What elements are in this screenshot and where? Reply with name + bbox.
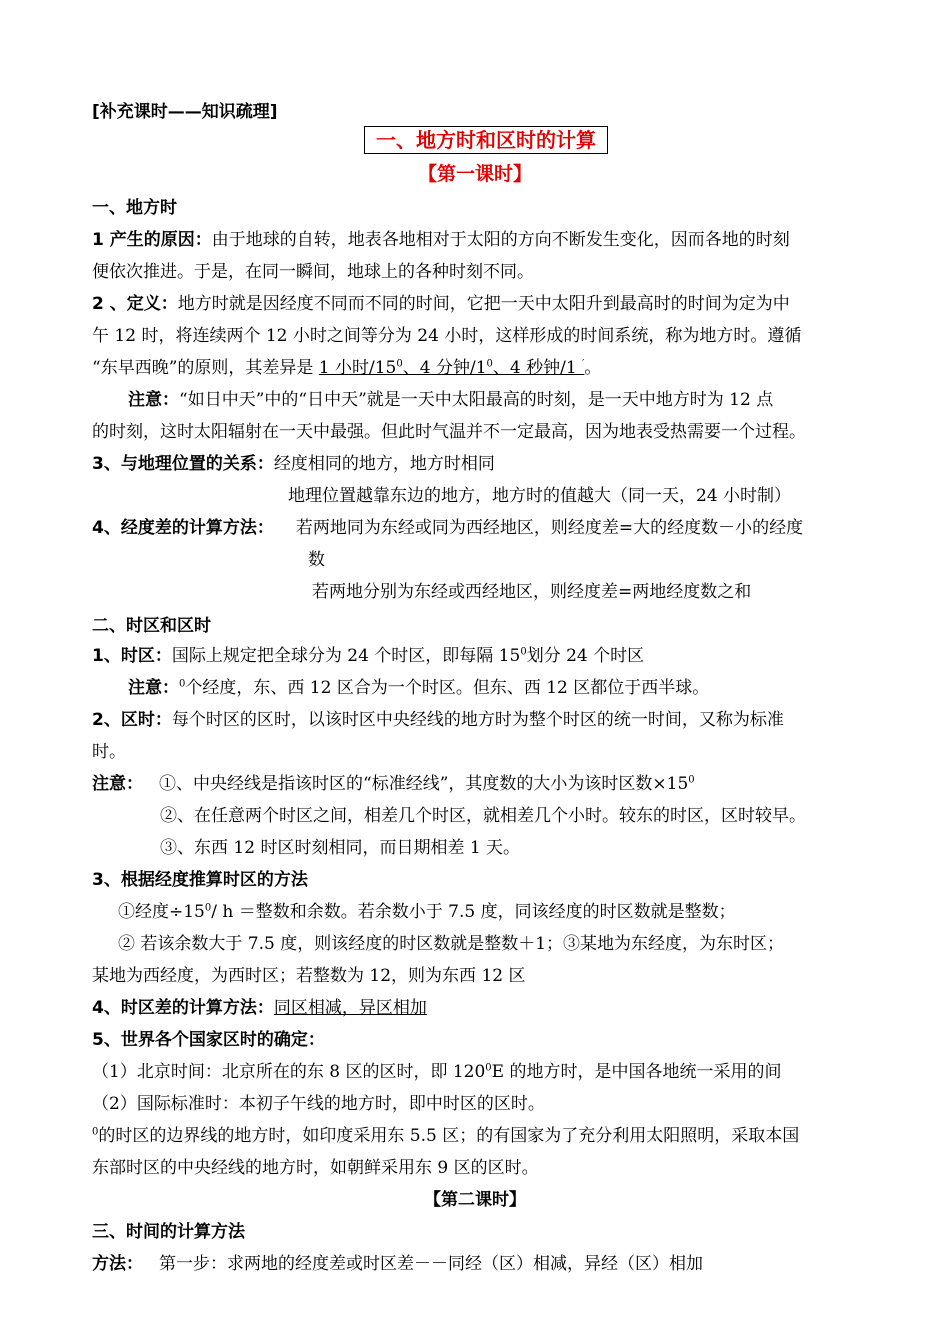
definition-label: 2 、定义： [92, 294, 178, 314]
relation-label: 3、与地理位置的关系： [92, 454, 274, 474]
definition-line-2: 午 12 时，将连续两个 12 小时之间等分为 24 小时，这样形成的时间系统，称为地方时。遵循 [92, 326, 802, 346]
infer-line-3: 某地为西经度，为西时区；若整数为 12，则为东西 12 区 [92, 966, 526, 986]
section-timezone-heading: 二、时区和区时 [92, 616, 211, 636]
section-local-time-heading: 一、地方时 [92, 198, 177, 218]
method-line: 方法： 第一步：求两地的经度差或时区差－－同经（区）相减，异经（区）相加 [92, 1254, 703, 1274]
noon-note-text: “如日中天”中的“日中天”就是一天中太阳最高的时刻，是一天中地方时为 12 点 [179, 390, 774, 410]
definition-line-1 [92, 292, 790, 316]
timezone-note-line: 注意：$^0$个经度，东、西 12 区合为一个时区。但东、西 12 区都位于西半球。 [128, 678, 710, 698]
world-zone-heading: 5、世界各个国家区时的确定： [92, 1030, 325, 1050]
note-label: 注意： [128, 390, 179, 410]
supplement-heading: [补充课时——知识疏理] [92, 102, 278, 122]
zone-note-line-3: ③、东西 12 时区时刻相同，而日期相差 1 天。 [160, 838, 521, 858]
section-calc-heading: 三、时间的计算方法 [92, 1222, 245, 1242]
cause-paragraph-line-1 [92, 228, 790, 252]
lesson-two-title: 【第二课时】 [424, 1190, 526, 1210]
definition-line-3: “东早西晚”的原则，其差异是 1 小时$/15^0$、4 分钟$/1^0$、4 秒钟/1 ′。 [92, 358, 602, 378]
main-title: 一、地方时和区时的计算 [364, 126, 608, 154]
timezone-label: 1、时区： [92, 646, 172, 666]
infer-timezone-heading: 3、根据经度推算时区的方法 [92, 870, 308, 890]
hour-per-degree: 1 小时$/15^0$、4 分钟$/1^0$、4 秒钟/1 ′ [318, 358, 585, 378]
relation-text-1: 经度相同的地方，地方时相同 [273, 454, 495, 474]
lesson-one-title: 【第一课时】 [417, 163, 532, 185]
relation-line-2: 地理位置越靠东边的地方，地方时的值越大（同一天，24 小时制） [288, 486, 792, 506]
noon-note-line-2: 的时刻，这时太阳辐射在一天中最强。但此时气温并不一定最高，因为地表受热需要一个过程。 [92, 422, 806, 442]
definition-text: 地方时就是因经度不同而不同的时间，它把一天中太阳升到最高时的时间为定为中 [177, 294, 790, 314]
beijing-time-line: （1）北京时间：北京所在的东 8 区的区时，即 $120^0E$ 的地方时，是中国各地统一采用的间 [92, 1062, 782, 1082]
relation-line-1 [92, 452, 495, 476]
boundary-line-2: 东部时区的中央经线的地方时，如朝鲜采用东 9 区的区时。 [92, 1158, 539, 1178]
method-label: 方法： [92, 1254, 143, 1274]
note-label: 注意： [128, 678, 179, 698]
zone-note-line-1: 注意： ①、中央经线是指该时区的“标准经线”，其度数的大小为该时区数$\times 15^0$ [92, 774, 695, 794]
note-label: 注意： [92, 774, 143, 794]
zone-time-label: 2、区时： [92, 710, 172, 730]
longitude-diff-line-1 [92, 516, 803, 540]
cause-text: 由于地球的自转，地表各地相对于太阳的方向不断发生变化，因而各地的时刻 [211, 230, 790, 250]
infer-line-1: ①经度$\div 15^0/$ h ＝整数和余数。若余数小于 7.5 度，同该经度的时区数就是整数； [118, 902, 736, 922]
standard-time-line: （2）国际标准时：本初子午线的地方时，即中时区的区时。 [92, 1094, 545, 1114]
noon-note-line-1 [128, 388, 773, 412]
timezone-line: 1、时区：国际上规定把全球分为 24 个时区，即每隔 $15^0$划分 24 个时区 [92, 646, 645, 666]
zone-diff-line [92, 996, 427, 1020]
boundary-line-1: $^0$的时区的边界线的地方时，如印度采用东 5.5 区；的有国家为了充分利用太阳照明，采取本国 [92, 1126, 800, 1146]
zone-time-line-2: 时。 [92, 742, 126, 762]
cause-paragraph-line-2: 便依次推进。于是，在同一瞬间，地球上的各种时刻不同。 [92, 262, 534, 282]
zone-note-line-2: ②、在任意两个时区之间，相差几个时区，就相差几个小时。较东的时区，区时较早。 [160, 806, 806, 826]
longitude-diff-text-1: 若两地同为东经或同为西经地区，则经度差=大的经度数－小的经度 [295, 518, 804, 538]
definition-principle: “东早西晚”的原则，其差异是 [92, 358, 319, 378]
zone-diff-rule: 同区相减，异区相加 [273, 998, 427, 1018]
zone-time-line-1: 2、区时：每个时区的区时，以该时区中央经线的地方时为整个时区的统一时间，又称为标准 [92, 710, 784, 730]
longitude-diff-line-2: 数 [308, 550, 325, 570]
infer-line-2: ② 若该余数大于 7.5 度，则该经度的时区数就是整数＋1；③某地为东经度，为东时区； [118, 934, 785, 954]
longitude-diff-line-3: 若两地分别为东经或西经地区，则经度差=两地经度数之和 [312, 582, 752, 602]
longitude-diff-label: 4、经度差的计算方法： [92, 518, 274, 538]
cause-label: 1 产生的原因： [92, 230, 212, 250]
zone-diff-label: 4、时区差的计算方法： [92, 998, 274, 1018]
